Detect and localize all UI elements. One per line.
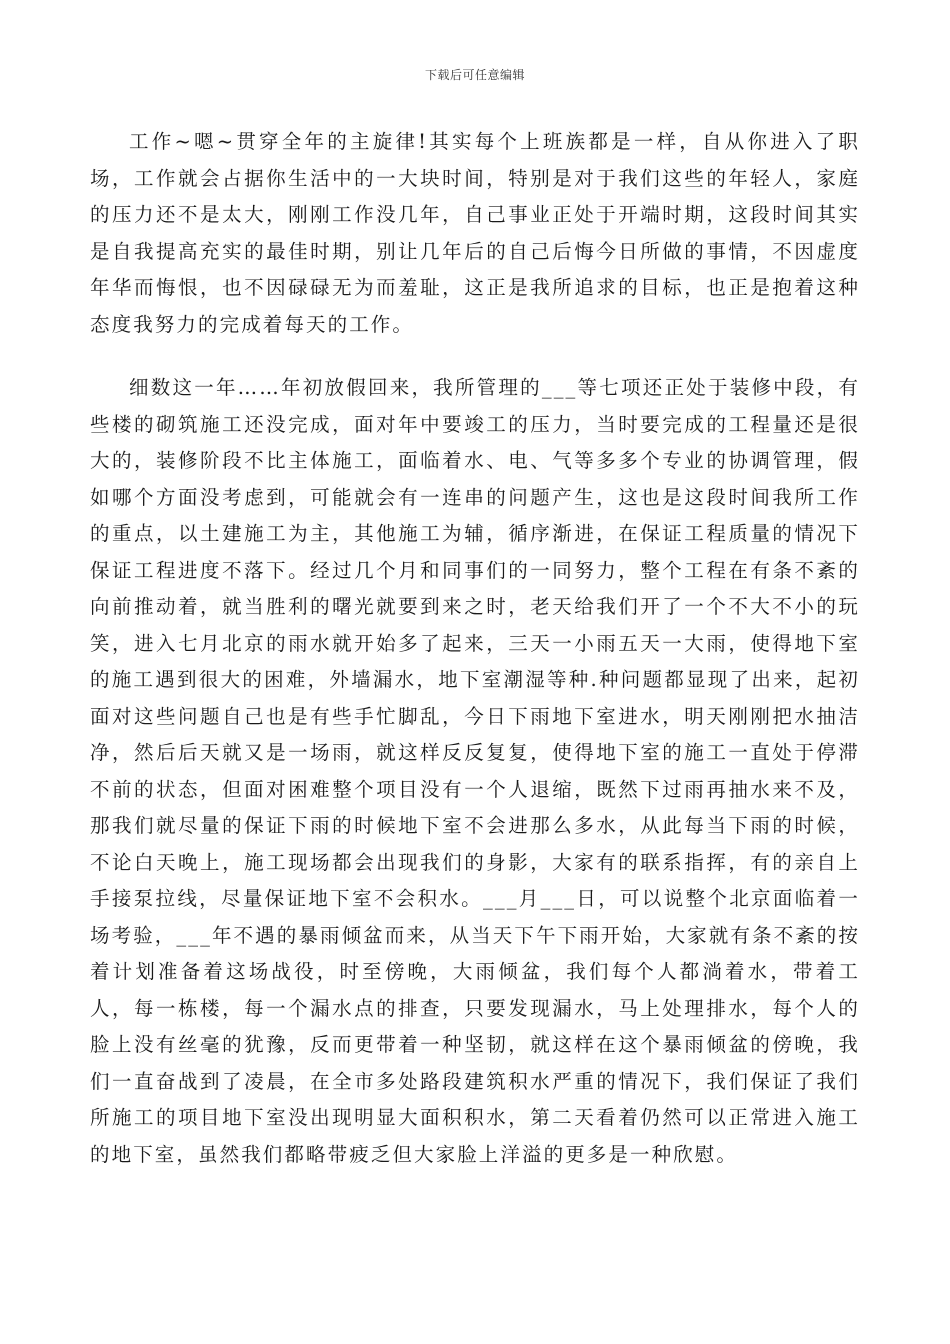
paragraph-work-attitude: 工作~嗯~贯穿全年的主旋律!其实每个上班族都是一样，自从你进入了职场，工作就会占据你生活中的一大块时间，特别是对于我们这些的年轻人，家庭的压力还不是太大，刚刚工作没几年，自己事业正处于开端时期，这段时间其实是自我提高充实的最佳时期，别让几年后的自己后悔今日所做的事情，不因虚度年华而悔恨，也不因碌碌无为而羞耻，这正是我所追求的目标，也正是抱着这种态度我努力的完成着每天的工作。 [90, 130, 860, 336]
document-body [90, 124, 860, 1173]
page-header-note: 下载后可任意编辑 [424, 68, 525, 82]
paragraph-year-review: 细数这一年……年初放假回来，我所管理的___等七项还正处于装修中段，有些楼的砌筑施工还没完成，面对年中要竣工的压力，当时要完成的工程量还是很大的，装修阶段不比主体施工，面临着水、电、气等多多个专业的协调管理，假如哪个方面没考虑到，可能就会有一连串的问题产生，这也是这段时间我所工作的重点，以土建施工为主，其他施工为辅，循序渐进，在保证工程质量的情况下保证工程进度不落下。经过几个月和同事们的一同努力，整个工程在有条不紊的向前推动着，就当胜利的曙光就要到来之时，老天给我们开了一个不大不小的玩笑，进入七月北京的雨水就开始多了起来，三天一小雨五天一大雨，使得地下室的施工遇到很大的困难，外墙漏水，地下室潮湿等种.种问题都显现了出来，起初面对这些问题自己也是有些手忙脚乱，今日下雨地下室进水，明天刚刚把水抽洁净，然后后天就又是一场雨，就这样反反复复，使得地下室的施工一直处于停滞不前的状态，但面对困难整个项目没有一个人退缩，既然下过雨再抽水来不及，那我们就尽量的保证下雨的时候地下室不会进那么多水，从此每当下雨的时候，不论白天晚上，施工现场都会出现我们的身影，大家有的联系指挥，有的亲自上手接泵拉线，尽量保证地下室不会积水。___月___日，可以说整个北京面临着一场考验，___年不遇的暴雨倾盆而来，从当天下午下雨开始，大家就有条不紊的按着计划准备着这场战役，时至傍晚，大雨倾盆，我们每个人都淌着水，带着工人，每一栋楼，每一个漏水点的排查，只要发现漏水，马上处理排水，每个人的脸上没有丝毫的犹豫，反而更带着一种坚韧，就这样在这个暴雨倾盆的傍晚，我们一直奋战到了凌晨，在全市多处路段建筑积水严重的情况下，我们保证了我们所施工的项目地下室没出现明显大面积积水，第二天看着仍然可以正常进入施工的地下室，虽然我们都略带疲乏但大家脸上洋溢的更多是一种欣慰。 [90, 376, 860, 1166]
